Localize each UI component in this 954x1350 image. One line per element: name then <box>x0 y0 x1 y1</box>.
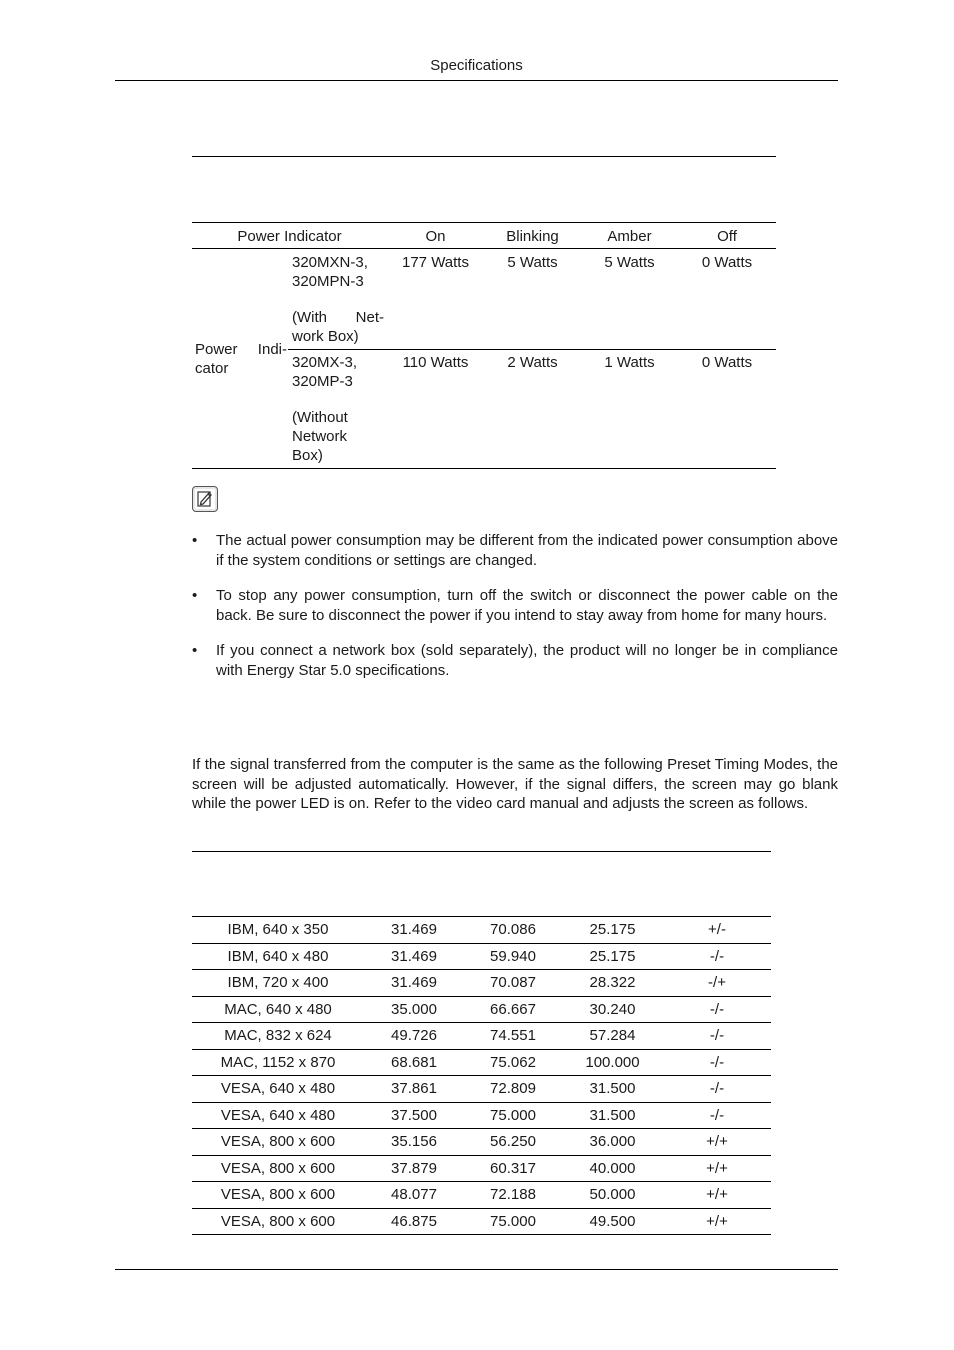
bullet-dot: • <box>192 532 198 549</box>
header-rule <box>115 80 838 81</box>
timing-mode-cell: IBM, 720 x 400 <box>192 970 364 997</box>
sync-polarity-cell: +/+ <box>663 1129 771 1156</box>
horizontal-frequency-cell: 35.000 <box>364 996 464 1023</box>
pixel-clock-cell: 36.000 <box>562 1129 663 1156</box>
section-rule-timing <box>192 851 771 852</box>
table-row <box>192 1155 771 1182</box>
row-label-line: cator <box>195 360 229 377</box>
timing-mode-cell: VESA, 800 x 600 <box>192 1182 364 1209</box>
timing-mode-cell: MAC, 832 x 624 <box>192 1023 364 1050</box>
vertical-frequency-cell: 75.000 <box>464 1208 562 1235</box>
sync-polarity-cell: -/- <box>663 1076 771 1103</box>
sync-polarity-cell: -/- <box>663 1049 771 1076</box>
vertical-frequency-cell: 56.250 <box>464 1129 562 1156</box>
header-power-indicator: Power Indicator <box>237 228 342 245</box>
list-item <box>192 586 838 625</box>
model-line: 320MPN-3 <box>292 273 364 290</box>
pixel-clock-cell: 28.322 <box>562 970 663 997</box>
note-bullet-list <box>192 531 838 696</box>
value-amber: 5 Watts <box>604 254 655 271</box>
pixel-clock-cell: 50.000 <box>562 1182 663 1209</box>
vertical-frequency-cell: 60.317 <box>464 1155 562 1182</box>
vertical-frequency-cell: 70.086 <box>464 917 562 944</box>
model-cell-with-network-box <box>292 253 384 346</box>
table-row <box>192 943 771 970</box>
value-on: 110 Watts <box>402 354 469 371</box>
bullet-text: To stop any power consumption, turn off the switch or disconnect the power cable on the back. Be sure to disconnect the power if you intend to stay away from home for many hours. <box>216 587 838 624</box>
timing-mode-cell: VESA, 640 x 480 <box>192 1076 364 1103</box>
note-line: (Without <box>292 409 348 426</box>
bullet-dot: • <box>192 587 198 604</box>
list-item <box>192 531 838 570</box>
timing-mode-cell: IBM, 640 x 350 <box>192 917 364 944</box>
vertical-frequency-cell: 59.940 <box>464 943 562 970</box>
horizontal-frequency-cell: 31.469 <box>364 917 464 944</box>
vertical-frequency-cell: 66.667 <box>464 996 562 1023</box>
sync-polarity-cell: +/+ <box>663 1208 771 1235</box>
table-row <box>192 996 771 1023</box>
model-line: 320MXN-3, <box>292 254 368 271</box>
note-line: Network <box>292 428 348 445</box>
table-row <box>192 1102 771 1129</box>
sync-polarity-cell: -/- <box>663 943 771 970</box>
horizontal-frequency-cell: 31.469 <box>364 970 464 997</box>
footer-rule <box>115 1269 838 1270</box>
vertical-frequency-cell: 72.188 <box>464 1182 562 1209</box>
vertical-frequency-cell: 75.000 <box>464 1102 562 1129</box>
group-divider-rule <box>288 349 776 350</box>
bullet-text: The actual power consumption may be different from the indicated power consumption above if the system conditions or settings are changed. <box>216 532 838 569</box>
timing-mode-cell: VESA, 800 x 600 <box>192 1129 364 1156</box>
value-off: 0 Watts <box>701 254 753 271</box>
timing-mode-cell: MAC, 640 x 480 <box>192 996 364 1023</box>
pixel-clock-cell: 31.500 <box>562 1102 663 1129</box>
value-amber: 1 Watts <box>604 354 655 371</box>
table-row <box>192 1129 771 1156</box>
header-bottom-rule <box>192 248 776 249</box>
sync-polarity-cell: -/- <box>663 1102 771 1129</box>
bullet-text: If you connect a network box (sold separately), the product will no longer be in compliance with Energy Star 5.0 specifications. <box>216 642 838 679</box>
pixel-clock-cell: 40.000 <box>562 1155 663 1182</box>
table-row <box>192 1023 771 1050</box>
pixel-clock-cell: 25.175 <box>562 917 663 944</box>
sync-polarity-cell: +/+ <box>663 1182 771 1209</box>
pixel-clock-cell: 25.175 <box>562 943 663 970</box>
table-row <box>192 1076 771 1103</box>
timing-mode-cell: MAC, 1152 x 870 <box>192 1049 364 1076</box>
table-row <box>192 917 771 944</box>
horizontal-frequency-cell: 31.469 <box>364 943 464 970</box>
pixel-clock-cell: 57.284 <box>562 1023 663 1050</box>
horizontal-frequency-cell: 35.156 <box>364 1129 464 1156</box>
model-cell-without-network-box <box>292 353 384 465</box>
value-blinking: 2 Watts <box>507 354 558 371</box>
row-label-power-indicator <box>195 340 287 378</box>
timing-mode-cell: VESA, 800 x 600 <box>192 1208 364 1235</box>
note-line: (With Net- <box>292 309 384 326</box>
value-on: 177 Watts <box>402 254 469 271</box>
vertical-frequency-cell: 74.551 <box>464 1023 562 1050</box>
horizontal-frequency-cell: 46.875 <box>364 1208 464 1235</box>
sync-polarity-cell: -/- <box>663 996 771 1023</box>
horizontal-frequency-cell: 48.077 <box>364 1182 464 1209</box>
vertical-frequency-cell: 75.062 <box>464 1049 562 1076</box>
sync-polarity-cell: -/- <box>663 1023 771 1050</box>
running-header: Specifications <box>430 57 523 74</box>
table-row <box>192 1208 771 1235</box>
header-amber: Amber <box>607 228 652 245</box>
pixel-clock-cell: 49.500 <box>562 1208 663 1235</box>
sync-polarity-cell: +/- <box>663 917 771 944</box>
table-row <box>192 1049 771 1076</box>
pixel-clock-cell: 30.240 <box>562 996 663 1023</box>
horizontal-frequency-cell: 37.861 <box>364 1076 464 1103</box>
horizontal-frequency-cell: 37.879 <box>364 1155 464 1182</box>
note-line: Box) <box>292 447 323 464</box>
vertical-frequency-cell: 70.087 <box>464 970 562 997</box>
preset-timing-table <box>192 916 771 1235</box>
list-item <box>192 641 838 680</box>
timing-mode-cell: VESA, 800 x 600 <box>192 1155 364 1182</box>
table-top-rule <box>192 222 776 223</box>
preset-timing-paragraph: If the signal transferred from the computer is the same as the following Preset Timing Modes, the screen will be adjusted automatically. However, if the signal differs, the screen may go blank while the power LED is on. Refer to the video card manual and adjusts the screen as follows. <box>192 756 838 812</box>
table-row <box>192 970 771 997</box>
sync-polarity-cell: +/+ <box>663 1155 771 1182</box>
pixel-clock-cell: 100.000 <box>562 1049 663 1076</box>
timing-mode-cell: VESA, 640 x 480 <box>192 1102 364 1129</box>
row-label-line: Power Indi- <box>195 341 287 358</box>
horizontal-frequency-cell: 49.726 <box>364 1023 464 1050</box>
table-row <box>192 1182 771 1209</box>
note-line: work Box) <box>292 328 359 345</box>
header-off: Off <box>717 228 737 245</box>
pixel-clock-cell: 31.500 <box>562 1076 663 1103</box>
horizontal-frequency-cell: 37.500 <box>364 1102 464 1129</box>
header-on: On <box>425 228 446 245</box>
vertical-frequency-cell: 72.809 <box>464 1076 562 1103</box>
bullet-dot: • <box>192 642 198 659</box>
value-off: 0 Watts <box>701 354 753 371</box>
section-rule-power <box>192 156 776 157</box>
table-bottom-rule <box>192 468 776 469</box>
timing-mode-cell: IBM, 640 x 480 <box>192 943 364 970</box>
horizontal-frequency-cell: 68.681 <box>364 1049 464 1076</box>
note-pencil-icon <box>192 486 218 512</box>
model-line: 320MP-3 <box>292 373 353 390</box>
header-blinking: Blinking <box>506 228 559 245</box>
model-line: 320MX-3, <box>292 354 358 371</box>
sync-polarity-cell: -/+ <box>663 970 771 997</box>
value-blinking: 5 Watts <box>507 254 558 271</box>
